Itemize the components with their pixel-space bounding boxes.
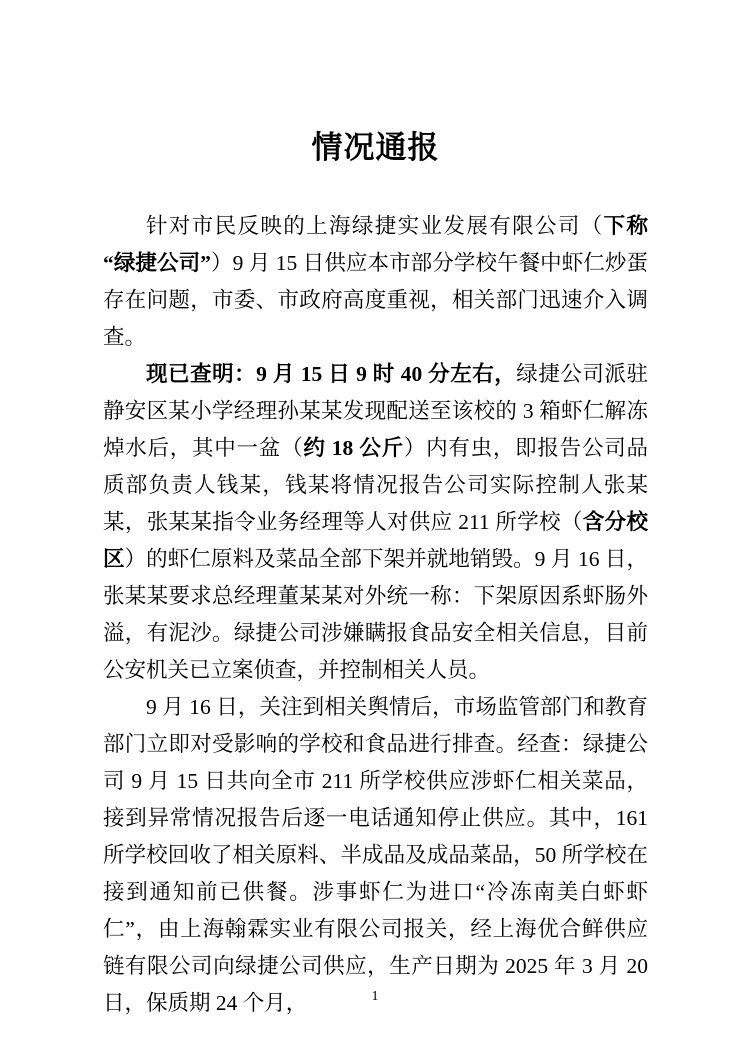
paragraph: [103, 208, 648, 356]
text-run: 9 月 16 日，关注到相关舆情后，市场监管部门和教育部门立即对受影响的学校和食品进行排查。经查：绿捷公司 9 月 15 日共向全市 211 所学校供应涉虾仁相关菜品，接到异常情况报告后逐一电话通知停止供应。其中，161 所学校回收了相关原料、半成品及成品菜品，50 所学校在接到通知前已供餐。涉事虾仁为进口“冷冻南美白虾虾仁”，由上海翰霖实业有限公司报关，经上海优合鲜供应链有限公司向绿捷公司供应，生产日期为 2025 年 3 月 20 日，保质期 24 个月，: [103, 695, 648, 1015]
text-run: ）内有虫，即报告公司品质部负责人钱某，钱某将情况报告公司实际控制人张某某，张某某指令业务经理等人对供应 211 所学校（: [103, 436, 648, 534]
bold-text-run: 含分校区: [103, 510, 648, 571]
bold-text-run: 现已查明：9 月 15 日 9 时 40 分左右，: [146, 362, 517, 386]
text-run: ）9 月 15 日供应本市部分学校午餐中虾仁炒蛋存在问题，市委、市政府高度重视，相关部门迅速介入调查。: [103, 251, 648, 349]
text-run: ）的虾仁原料及菜品全部下架并就地销毁。9 月 16 日，张某某要求总经理董某某对外统一称：下架原因系虾肠外溢，有泥沙。绿捷公司涉嫌瞒报食品安全相关信息，目前公安机关已立案侦查，并控制相关人员。: [103, 547, 648, 682]
paragraph: [103, 689, 648, 1022]
text-run: 绿捷公司派驻静安区某小学经理孙某某发现配送至该校的 3 箱虾仁解冻焯水后，其中一盆（: [103, 362, 648, 460]
text-run: 针对市民反映的上海绿捷实业发展有限公司（: [146, 214, 604, 238]
paragraph: [103, 356, 648, 689]
page-number: 1: [371, 989, 379, 1004]
document-title: 情况通报: [311, 130, 440, 165]
bold-text-run: 约 18 公斤: [303, 436, 404, 460]
document-body: [103, 208, 648, 1022]
bold-text-run: 下称“绿捷公司”: [103, 214, 648, 275]
